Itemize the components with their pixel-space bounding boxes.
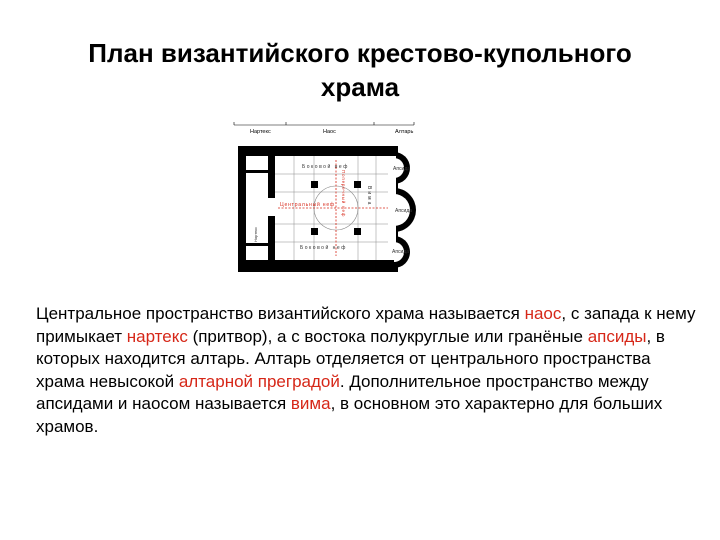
paragraph-text: Центральное пространство византийского храма называется — [36, 304, 525, 323]
label-naos-header: Наос — [323, 129, 336, 135]
label-vima: Вима — [366, 186, 372, 207]
highlighted-term: наос — [524, 304, 562, 323]
pillar — [311, 181, 318, 188]
highlighted-term: нартекс — [126, 326, 188, 346]
title-line-1: План византийского крестово-купольного — [88, 38, 632, 68]
label-apse-north: Апсида — [393, 166, 411, 172]
highlighted-term: апсиды — [587, 326, 647, 346]
paragraph-text: , с запада к нему примыкает — [36, 304, 696, 346]
label-narthex-header: Нартекс — [250, 129, 271, 135]
paragraph-text: . Дополнительное пространство между апсидами и наосом называется — [36, 371, 649, 413]
highlighted-term: вима — [290, 394, 331, 413]
pillar — [311, 228, 318, 235]
highlighted-term: алтарной преградой — [178, 371, 340, 391]
pillar — [354, 228, 361, 235]
title-line-2: храма — [320, 72, 400, 102]
paragraph-text: (притвор), а с востока полукруглые или гранёные — [187, 326, 588, 346]
description-paragraph — [36, 303, 700, 438]
label-central-nave: Центральный неф — [280, 202, 335, 208]
label-altar-header: Алтарь — [395, 129, 414, 135]
paragraph-text: , в которых находится алтарь. Алтарь отделяется от центрального пространства храма невысокой — [36, 326, 665, 391]
slide-title — [40, 36, 680, 104]
label-south-nave: Боковой неф — [300, 245, 347, 251]
church-floor-plan — [228, 112, 440, 282]
pillar — [354, 181, 361, 188]
label-north-nave: Боковой неф — [302, 164, 349, 170]
paragraph-text: , в основном это характерно для больших храмов. — [36, 394, 663, 436]
label-transept: Поперечный неф — [341, 170, 346, 218]
label-narthex-vertical: Нартекс — [253, 226, 258, 242]
label-apse-south: Апсида — [392, 249, 410, 255]
label-apse-central: Апсида — [395, 208, 413, 214]
